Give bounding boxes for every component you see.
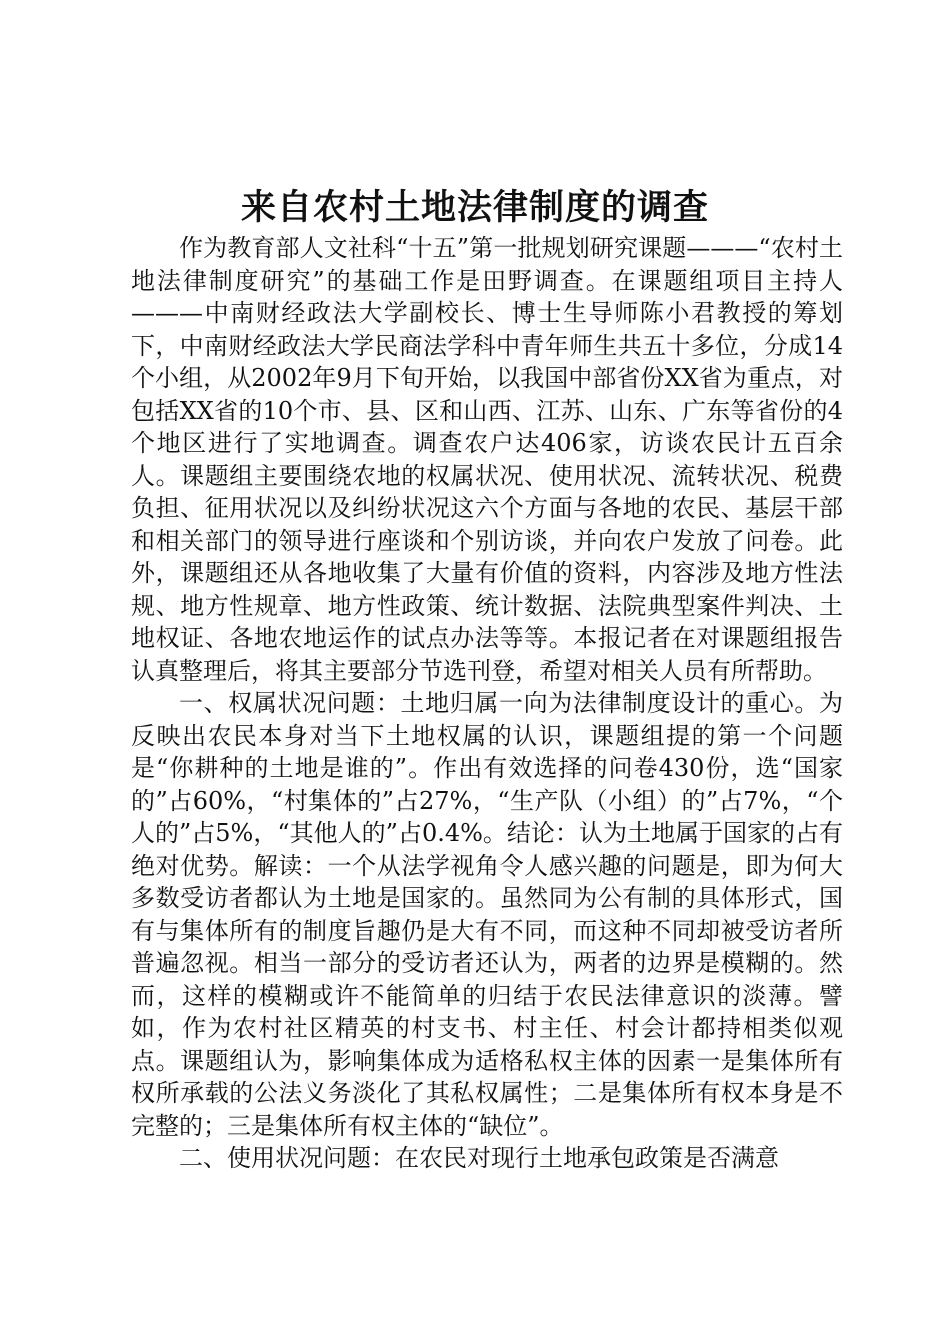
paragraph-usage: 二、使用状况问题：在农民对现行土地承包政策是否满意 (179, 1144, 779, 1172)
document-body (131, 232, 843, 1175)
document-title: 来自农村土地法律制度的调查 (240, 187, 709, 228)
paragraph-ownership: 一、权属状况问题：土地归属一向为法律制度设计的重心。为反映出农民本身对当下土地权属的认识，课题组提的第一个问题是“你耕种的土地是谁的”。作出有效选择的问卷430份，选“国家的”占60%，“村集体的”占27%，“生产队（小组）的”占7%，“个人的”占5%，“其他人的”占0.4%。结论：认为土地属于国家的占有绝对优势。解读：一个从法学视角令人感兴趣的问题是，即为何大多数受访者都认为土地是国家的。虽然同为公有制的具体形式，国有与集体所有的制度旨趣仍是大有不同，而这种不同却被受访者所普遍忽视。相当一部分的受访者还认为，两者的边界是模糊的。然而，这样的模糊或许不能简单的归结于农民法律意识的淡薄。譬如，作为农村社区精英的村支书、村主任、村会计都持相类似观点。课题组认为，影响集体成为适格私权主体的因素一是集体所有权所承载的公法义务淡化了其私权属性；二是集体所有权本身是不完整的；三是集体所有权主体的“缺位”。 (131, 689, 843, 1140)
paragraph-intro: 作为教育部人文社科“十五”第一批规划研究课题———“农村土地法律制度研究”的基础工作是田野调查。在课题组项目主持人———中南财经政法大学副校长、博士生导师陈小君教授的筹划下，中南财经政法大学民商法学科中青年师生共五十多位，分成14个小组，从2002年9月下旬开始，以我国中部省份XX省为重点，对包括XX省的10个市、县、区和山西、江苏、山东、广东等省份的4个地区进行了实地调查。调查农户达406家，访谈农民计五百余人。课题组主要围绕农地的权属状况、使用状况、流转状况、税费负担、征用状况以及纠纷状况这六个方面与各地的农民、基层干部和相关部门的领导进行座谈和个别访谈，并向农户发放了问卷。此外，课题组还从各地收集了大量有价值的资料，内容涉及地方性法规、地方性规章、地方性政策、统计数据、法院典型案件判决、土地权证、各地农地运作的试点办法等等。本报记者在对课题组报告认真整理后，将其主要部分节选刊登，希望对相关人员有所帮助。 (131, 234, 843, 685)
